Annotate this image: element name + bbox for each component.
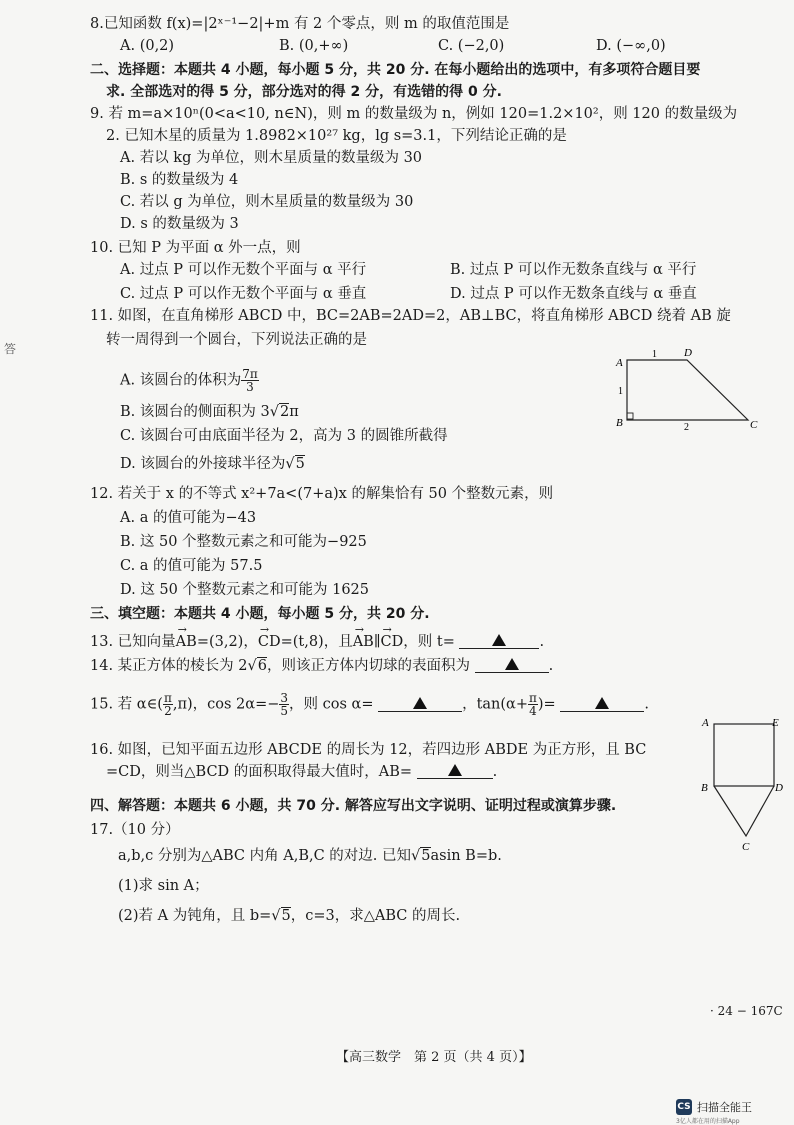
q11-len-ad: 1 [652, 349, 657, 360]
q11-label-a: A [616, 357, 623, 369]
q10-option-d: D. 过点 P 可以作无数条直线与 α 垂直 [450, 286, 697, 302]
q11-label-c: C [750, 419, 758, 431]
section2-title-line1: 二、选择题：本题共 4 小题，每小题 5 分，共 20 分. 在每小题给出的选项中，有多项符合题目要 [90, 62, 701, 78]
q11-len-ab: 1 [618, 386, 623, 397]
q9-stem-line2: 2. 已知木星的质量为 1.8982×10²⁷ kg，lg s=3.1，下列结论正确的是 [106, 128, 567, 144]
margin-mark: 答 [4, 342, 17, 356]
q13-answer-blank [459, 632, 539, 649]
q16-answer-blank [417, 762, 493, 779]
answer-triangle-icon [448, 764, 462, 776]
q9-option-a: A. 若以 kg 为单位，则木星质量的数量级为 30 [120, 150, 423, 166]
q9-option-d: D. s 的数量级为 3 [120, 216, 239, 232]
q11-stem-line1: 11. 如图，在直角梯形 ABCD 中，BC=2AB=2AD=2，AB⊥BC，将直角梯形 ABCD 绕着 AB 旋 [90, 308, 731, 324]
q9-option-c: C. 若以 g 为单位，则木星质量的数量级为 30 [120, 194, 414, 210]
q12-option-c: C. a 的值可能为 57.5 [120, 558, 263, 574]
camscanner-logo-icon: CS [676, 1099, 692, 1115]
q16-label-a: A [702, 717, 709, 729]
q17-line1: a,b,c 分别为△ABC 内角 A,B,C 的对边. 已知√5asin B=b. [118, 848, 502, 864]
q12-option-d: D. 这 50 个整数元素之和可能为 1625 [120, 582, 370, 598]
section2-title-line2: 求. 全部选对的得 5 分，部分选对的得 2 分，有选错的得 0 分. [106, 84, 502, 100]
answer-triangle-icon [492, 634, 506, 646]
q13-stem: 13. 已知向量→ AB=(3,2)，→ CD=(t,8)，且→ AB∥→ CD，则 t= . [90, 632, 544, 652]
q10-option-b: B. 过点 P 可以作无数条直线与 α 平行 [450, 262, 697, 278]
q14-stem: 14. 某正方体的棱长为 2√6，则该正方体内切球的表面积为 . [90, 658, 554, 674]
app-name: 扫描全能王 [697, 1101, 752, 1114]
q11-option-c: C. 该圆台可由底面半径为 2，高为 3 的圆锥所截得 [120, 428, 448, 444]
q11-label-b: B [616, 417, 623, 429]
q8-option-c: C. (−2,0) [438, 38, 505, 54]
q17-part1: (1)求 sin A； [118, 878, 209, 894]
q10-stem: 10. 已知 P 为平面 α 外一点，则 [90, 240, 301, 256]
section3-title: 三、填空题：本题共 4 小题，每小题 5 分，共 20 分. [90, 606, 430, 622]
q15-stem: 15. 若 α∈( $\frac{\pi}{2}$ ,π)，cos 2α=− $\frac{3}{5}$ ，则 cos α= ，tan(α+ $\frac{\pi}{4}$ )= . [90, 691, 649, 718]
q11-len-bc: 2 [684, 422, 689, 432]
q17-part2: (2)若 A 为钝角，且 b=√5，c=3，求△ABC 的周长. [118, 908, 461, 924]
q10-option-c: C. 过点 P 可以作无数个平面与 α 垂直 [120, 286, 367, 302]
q15-answer-blank-cos [378, 695, 462, 712]
q16-pentagon-figure [700, 714, 792, 854]
q11-option-d: D. 该圆台的外接球半径为√5 [120, 456, 305, 472]
q16-stem-line1: 16. 如图，已知平面五边形 ABCDE 的周长为 12，若四边形 ABDE 为正方形，且 BC [90, 742, 647, 758]
q14-answer-blank [475, 656, 549, 673]
answer-triangle-icon [505, 658, 519, 670]
q16-label-c: C [742, 841, 750, 853]
section4-title: 四、解答题：本题共 6 小题，共 70 分. 解答应写出文字说明、证明过程或演算步骤. [90, 798, 617, 814]
q8-stem: 8.已知函数 f(x)=|2ˣ⁻¹−2|+m 有 2 个零点，则 m 的取值范围是 [90, 16, 510, 32]
paper-code: · 24 − 167C [710, 1004, 783, 1018]
q11-option-a: A. 该圆台的体积为 $\frac{7\pi}{3}$ [120, 367, 258, 394]
q9-stem-line1: 9. 若 m=a×10ⁿ(0<a<10, n∈N)，则 m 的数量级为 n，例如 120=1.2×10²，则 120 的数量级为 [90, 106, 738, 122]
q9-option-b: B. s 的数量级为 4 [120, 172, 239, 188]
q16-stem-line2: =CD，则当△BCD 的面积取得最大值时，AB= . [106, 764, 498, 780]
q16-label-b: B [701, 782, 708, 794]
q12-option-a: A. a 的值可能为−43 [120, 510, 257, 526]
page-indicator: 【高三数学 第 2 页（共 4 页）】 [336, 1050, 532, 1065]
app-subtitle: 3亿人都在用的扫描App [676, 1118, 740, 1125]
q16-label-d: D [775, 782, 783, 794]
q11-label-d: D [684, 347, 692, 359]
q11-option-b: B. 该圆台的侧面积为 3√2π [120, 404, 299, 420]
q16-label-e: E [772, 717, 779, 729]
q11-stem-line2: 转一周得到一个圆台，下列说法正确的是 [106, 332, 367, 348]
q8-option-d: D. (−∞,0) [596, 38, 666, 54]
q12-stem: 12. 若关于 x 的不等式 x²+7a<(7+a)x 的解集恰有 50 个整数元素，则 [90, 486, 554, 502]
answer-triangle-icon [413, 697, 427, 709]
answer-triangle-icon [595, 697, 609, 709]
q12-option-b: B. 这 50 个整数元素之和可能为−925 [120, 534, 367, 550]
q17-heading: 17.（10 分） [90, 822, 180, 838]
q10-option-a: A. 过点 P 可以作无数个平面与 α 平行 [120, 262, 367, 278]
q8-option-a: A. (0,2) [120, 38, 175, 54]
q8-option-b: B. (0,+∞) [279, 38, 349, 54]
q15-answer-blank-tan [560, 695, 644, 712]
q11-trapezoid-figure [612, 346, 762, 432]
